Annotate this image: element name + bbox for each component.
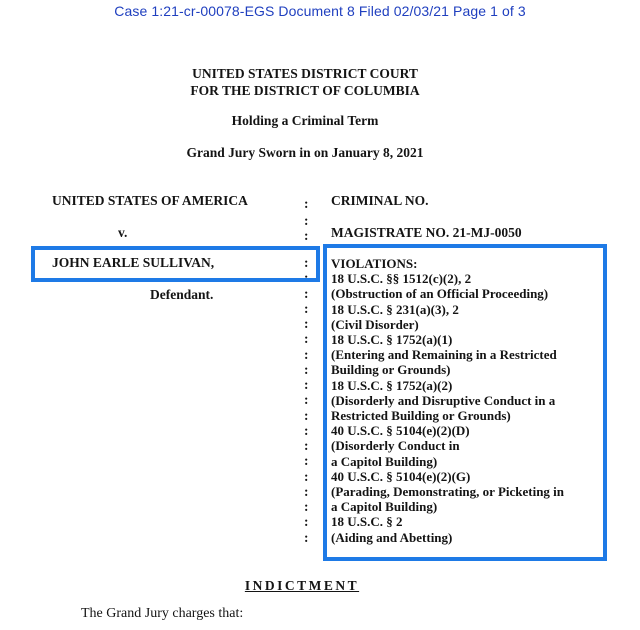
violation-line: 18 U.S.C. § 231(a)(3), 2 (331, 301, 459, 317)
violation-line: Building or Grounds) (331, 362, 451, 378)
indictment-title: INDICTMENT (244, 578, 360, 593)
caption-colon: : (304, 347, 309, 362)
caption-colon: : (304, 331, 309, 346)
caption-colon: : (304, 196, 309, 211)
violation-line: 18 U.S.C. § 2 (331, 514, 403, 530)
violation-line: (Parading, Demonstrating, or Picketing in (331, 484, 565, 500)
caption-colon: : (304, 362, 309, 377)
grand-jury-charges: The Grand Jury charges that: (81, 606, 244, 621)
violation-line: (Aiding and Abetting) (331, 529, 453, 545)
violation-line: a Capitol Building) (331, 453, 438, 469)
caption-colon: : (304, 301, 309, 316)
violation-line: (Obstruction of an Official Proceeding) (331, 286, 549, 302)
caption-colon: : (304, 514, 309, 529)
court-name-line2: FOR THE DISTRICT OF COLUMBIA (190, 83, 420, 98)
defendant-name: JOHN EARLE SULLIVAN, (52, 255, 215, 270)
grand-jury-sworn: Grand Jury Sworn in on January 8, 2021 (186, 145, 424, 160)
caption-colon: : (304, 408, 309, 423)
violation-line: (Disorderly Conduct in (331, 438, 460, 454)
caption-colon: : (304, 270, 309, 285)
criminal-term: Holding a Criminal Term (231, 113, 379, 128)
caption-colon: : (304, 316, 309, 331)
defendant-highlight-box (31, 246, 320, 282)
violation-line: (Disorderly and Disruptive Conduct in a (331, 392, 556, 408)
violation-line: 18 U.S.C. § 1752(a)(1) (331, 332, 453, 348)
violation-line: 40 U.S.C. § 5104(e)(2)(G) (331, 468, 471, 484)
caption-colon: : (304, 423, 309, 438)
violation-line: (Entering and Remaining in a Restricted (331, 347, 557, 363)
violation-line: 18 U.S.C. §§ 1512(c)(2), 2 (331, 271, 472, 287)
caption-colon: : (304, 453, 309, 468)
violation-line: 18 U.S.C. § 1752(a)(2) (331, 377, 453, 393)
plaintiff-name: UNITED STATES OF AMERICA (52, 193, 248, 208)
violation-line: a Capitol Building) (331, 499, 438, 515)
court-name-line1: UNITED STATES DISTRICT COURT (192, 66, 418, 81)
violation-line: 40 U.S.C. § 5104(e)(2)(D) (331, 423, 470, 439)
caption-colon: : (304, 469, 309, 484)
case-header-stamp: Case 1:21-cr-00078-EGS Document 8 Filed 02/03/21 Page 1 of 3 (114, 3, 526, 19)
versus: v. (118, 225, 128, 240)
violations-highlight-box (323, 244, 607, 561)
violations-heading: VIOLATIONS: (331, 256, 418, 271)
caption-colon: : (304, 213, 309, 228)
caption-colon: : (304, 530, 309, 545)
caption-colon: : (304, 484, 309, 499)
caption-colon: : (304, 499, 309, 514)
caption-colon: : (304, 438, 309, 453)
caption-colon: : (304, 255, 309, 270)
caption-colon: : (304, 286, 309, 301)
violation-line: Restricted Building or Grounds) (331, 408, 511, 424)
caption-colon: : (304, 392, 309, 407)
defendant-label: Defendant. (150, 287, 214, 302)
caption-colon: : (304, 377, 309, 392)
magistrate-number: MAGISTRATE NO. 21-MJ-0050 (331, 225, 522, 240)
violation-line: (Civil Disorder) (331, 316, 419, 332)
caption-colon: : (304, 228, 309, 243)
criminal-number: CRIMINAL NO. (331, 193, 429, 208)
